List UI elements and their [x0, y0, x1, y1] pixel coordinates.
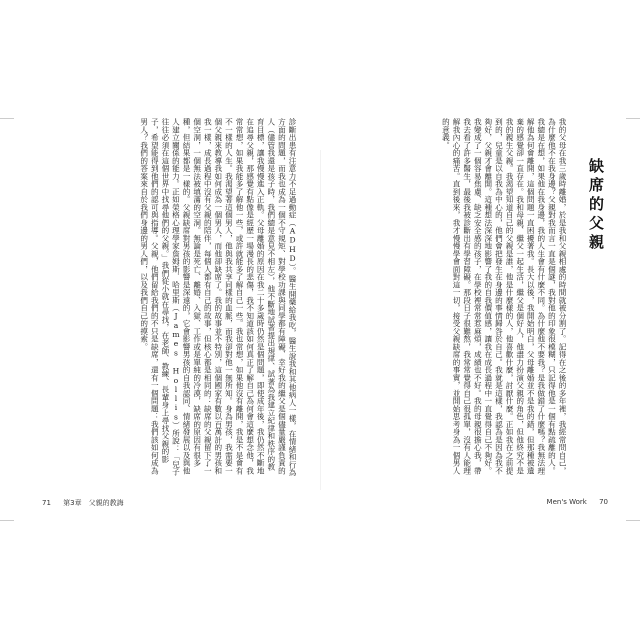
chapter-title: 缺席的父親: [587, 158, 605, 253]
crop-mark: [0, 520, 14, 521]
book-title-running-head: Men's Work: [546, 498, 587, 506]
left-page-number: 71: [42, 499, 51, 507]
left-footer: [42, 498, 124, 508]
page-gutter: [320, 150, 321, 490]
left-section-title: 第3章 父親的教誨: [63, 499, 124, 507]
crop-mark: [0, 118, 14, 119]
right-page: [347, 118, 607, 508]
right-page-number: 70: [599, 498, 608, 506]
right-page-body-text: 我的父母在我三歲時離婚，於是我和父親相處的時間就被分割了。記得在之後的多年裡，我經常問自己，為什麼他不在我身邊？父親對我而言一直是個謎，我對他的印象很模糊，只記得他是一個有點疏離的人。我總是在想，如果他在我身邊，我的人生會有什麼不同。為什麼他不要我？是我做錯了什麼嗎？我無法理解他為何會離開，這個問題一直困擾著我。長大以後，我開始明白，父母離婚並不是我的錯，但那種被遺棄的感覺卻一直存在。我和母親、繼父一起生活，繼父是個好人，他盡力扮演父親的角色，但他終究不是我的親生父親。我渴望知道自己的父親是誰，他是什麼樣的人，他喜歡什麼，討厭什麼。正如我在之前提到的，兒童是以自我為中心的，他們會把發生在身邊的事情歸咎於自己。我就是這樣，我認為是因為我不夠好，父親才會離開。這種想法深深地影響了我的自我價值感，讓我在成長過程中一直覺得自己不夠好。我變成了一個容易焦慮、缺乏安全感的孩子，在學校裡常常惹麻煩，成績也不好。我的母親很擔心我，帶我去看了許多醫生，最後我被診斷出有學習障礙。那段日子很難熬，我常常覺得自己很孤單，沒有人能理解我內心的痛苦。直到後來，我才慢慢學會面對這一切，接受父親缺席的事實，並開始思考身為一個男人的意義。: [441, 118, 567, 475]
left-page-body-text: 診斷出患有注意力不足過動症（ADHD）。醫生開藥給我吃，醫生說我和其他病人一樣，在情緒和行為方面的問題，而我也成為一個不守規矩、對學校功課與同學都有障礙、幸好我的繼父是個儘量嚴謹負責的人（儘管我還是孩子時，我們總是意見不相左），他不斷地試著提出規律、試著為我建立紀律和秩序的教育目標，讓我慢慢進入正軌。父母離婚的原因在我二十多歲時仍然是個問題，即使成年後，我仍然不斷地在追尋父親，那感覺有點像是經歷一場漫長的悲傷，我不知道該如何真正了解自己為何會這麼想念他，我常常想，如果我能多了解他一些，或許就能多了解自己一些。我也常想，如果他沒有離開，我是不是會有不一樣的人生。我渴望著這個男人，他與我共享同樣的血脈，而我卻對他一無所知。身為男孩，我需要一個父親來教導我如何成為一個男人，而他卻缺席了。我的故事並不特別，這個國家有數以百萬計的男孩和我一樣，成長過程中沒有父親的陪伴，每個人都有自己的故事，但核心都是相同的：缺席的父親留下了一個空洞，一個無法被填滿的空洞。無論是死亡、離婚、入獄、工作或是單純的冷漠，缺席的原因有很多種，但結果都是一樣的。父親缺席對男孩的影響是深遠的，它會影響男孩的自我認同、情緒發展以及與他人建立關係的能力。正如榮格心理學家詹姆斯．哈里斯（James Hollis）所說：「兒子往往必須在這個世界中找尋他們的父親。」我們從小就在尋找，在老師、教練、長輩身上尋找父親的影子，希望能得到他們的認可與指導。父親，他們留給我們的不只是缺席，還有一個問題：我們該如何成為男人？我們的答案來自於我們身邊的男人們，以及我們自己的摸索。: [139, 118, 297, 477]
left-page: [42, 118, 297, 508]
crop-mark: [626, 118, 640, 119]
right-footer: [547, 498, 608, 506]
crop-mark: [626, 520, 640, 521]
